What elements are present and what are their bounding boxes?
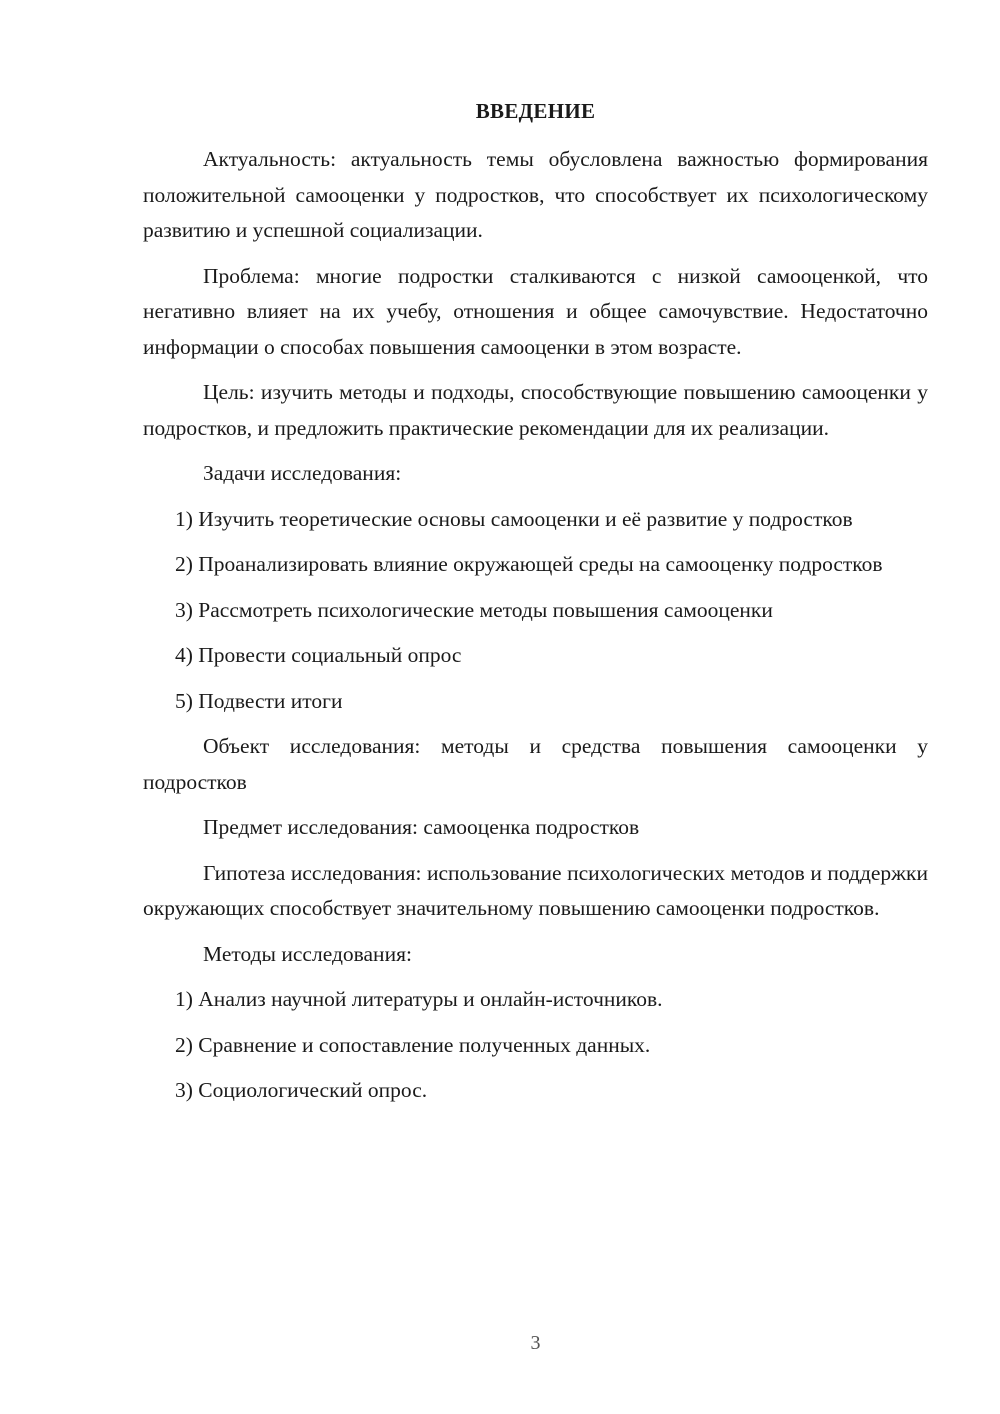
document-page: [143, 0, 928, 1414]
tasks-heading: Задачи исследования:: [203, 461, 402, 485]
task-item-4: 4) Провести социальный опрос: [175, 643, 462, 667]
goal-paragraph: Цель: изучить методы и подходы, способствующие повышению самооценки у подростков, и предложить практические рекомендации для их реализации.: [143, 380, 928, 440]
problem-paragraph: Проблема: многие подростки сталкиваются с низкой самооценкой, что негативно влияет на их учебу, отношения и общее самочувствие. Недостаточно информации о способах повышения самооценки в этом возрасте.: [143, 263, 928, 359]
document-body: [143, 142, 928, 1119]
method-item-3: 3) Социологический опрос.: [175, 1078, 428, 1102]
method-item-2: 2) Сравнение и сопоставление полученных данных.: [175, 1032, 651, 1057]
page-number: 3: [530, 1332, 541, 1354]
methods-heading: Методы исследования:: [203, 941, 412, 966]
relevance-paragraph: Актуальность: актуальность темы обусловлена важностью формирования положительной самооценки у подростков, что способствует их психологическому развитию и успешной социализации.: [143, 147, 928, 242]
task-item-3: 3) Рассмотреть психологические методы повышения самооценки: [175, 597, 773, 622]
task-item-1: 1) Изучить теоретические основы самооценки и её развитие у подростков: [175, 506, 853, 531]
hypothesis-paragraph: Гипотеза исследования: использование психологических методов и поддержки окружающих способствует значительному повышению самооценки подростков.: [143, 860, 928, 920]
method-item-1: 1) Анализ научной литературы и онлайн-источников.: [175, 987, 663, 1011]
task-item-5: 5) Подвести итоги: [175, 688, 343, 713]
object-paragraph: Объект исследования: методы и средства повышения самооценки у подростков: [143, 734, 928, 794]
page-title: ВВЕДЕНИЕ: [475, 99, 596, 123]
subject-paragraph: Предмет исследования: самооценка подростков: [203, 815, 640, 839]
task-item-2: 2) Проанализировать влияние окружающей среды на самооценку подростков: [175, 552, 883, 576]
